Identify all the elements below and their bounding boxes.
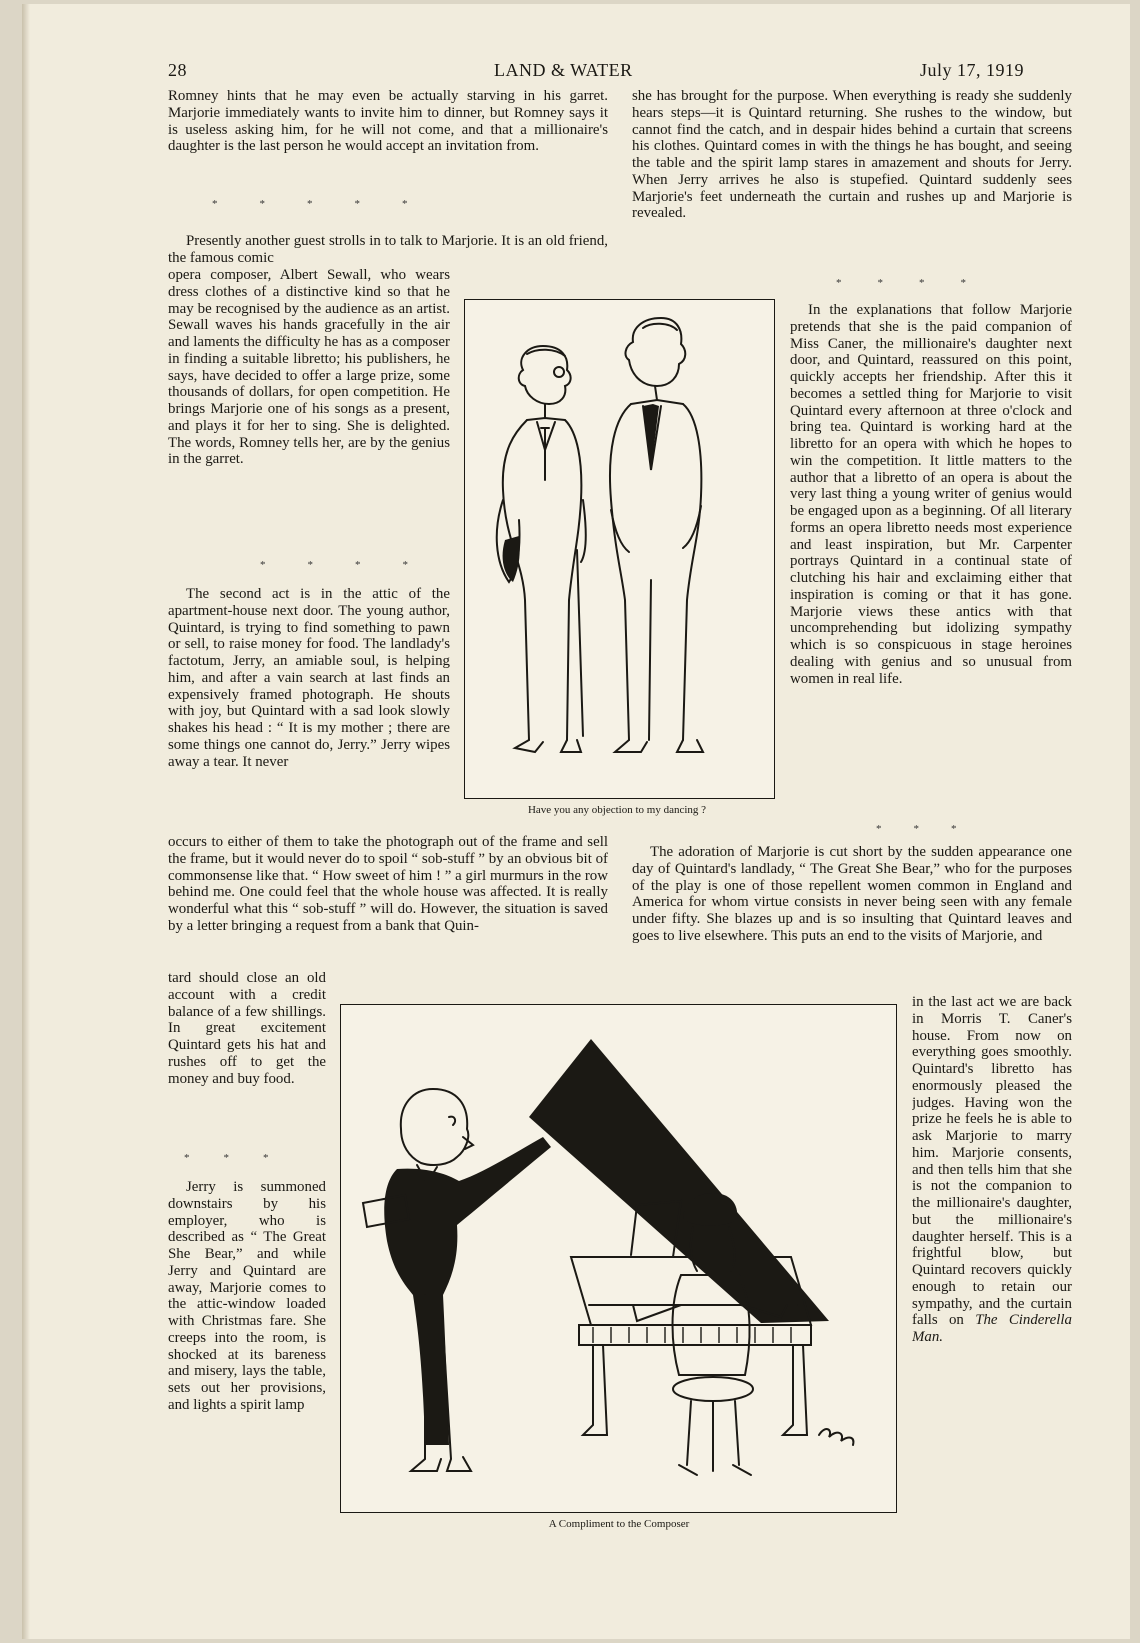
paragraph: tard should close an old account with a credit balance of a few shillings. In great excitement Quintard gets his hat and rushes off to get the money and buy food. bbox=[168, 970, 326, 1087]
paragraph: opera composer, Albert Sewall, who wears dress clothes of a distinctive kind so that he may be recognised by the audience as an artist. Sewall waves his hands gracefully in the air and laments the difficulty he has as a composer in finding a suitable libretto; his publishers, he says, have decided to offer a large prize, some thousands of dollars, for open competition. He brings Marjorie one of his songs as a present, and plays it for her to sing. She is delighted. The words, Romney tells her, are by the genius in the garret. bbox=[168, 267, 450, 468]
page-number: 28 bbox=[168, 60, 187, 80]
paragraph-text: in the last act we are back in Morris T. Caner's house. From now on everything goes smoothly. Quintard's libretto has enormously pleased the judges. Having won the prize he feels he is able to ask Marjorie to marry him. Marjorie consents, and then tells him that she is not the companion to the millionaire's daughter, but the millionaire's daughter herself. This is a frightful blow, but Quintard recovers quickly enough to retain our sympathy, and the curtain falls on bbox=[912, 994, 1072, 1329]
section-break: **** bbox=[836, 277, 1002, 289]
issue-date: July 17, 1919 bbox=[920, 60, 1025, 80]
column1-paragraph-1 bbox=[168, 88, 608, 188]
page-content bbox=[154, 4, 1086, 1639]
column1-paragraph-3b bbox=[168, 834, 608, 970]
paragraph: occurs to either of them to take the photograph out of the frame and sell the frame, but it would never do to spoil “ sob-stuff ” by an obvious bit of commonsense like that. “ How sweet of him ! ” a girl murmurs in the row behind me. One could feel that the whole house was affected. It is really wonderful what this “ sob-stuff ” will do. However, the situation is saved by a letter bringing a request from a bank that Quin- bbox=[168, 834, 608, 934]
piano-scene-drawing bbox=[341, 1005, 896, 1512]
column2-paragraph-4 bbox=[912, 994, 1072, 1516]
figure2-caption: A Compliment to the Composer bbox=[548, 1518, 690, 1530]
section-break: ***** bbox=[212, 198, 450, 210]
section-break: *** bbox=[184, 1152, 303, 1164]
column1-paragraph-2a bbox=[168, 233, 608, 267]
column2-paragraph-1 bbox=[632, 88, 1072, 274]
play-title: The Cinderella Man. bbox=[912, 1312, 1072, 1345]
paragraph: Jerry is summoned downstairs by his employer, who is described as “ The Great She Bear,” and while Jerry and Quintard are away, Marjorie comes to the attic-window loaded with Christmas fare. She creeps into the room, is shocked at its bareness and misery, lays the table, sets out her provisions, and lights a spirit lamp bbox=[168, 1179, 326, 1413]
paragraph: Romney hints that he may even be actually starving in his garret. Marjorie immediately wants to invite him to dinner, but Romney says it is useless asking him, for he will not come, and that a millionaire's daughter is the last person he would accept an invitation from. bbox=[168, 88, 608, 155]
paragraph: Presently another guest strolls in to talk to Marjorie. It is an old friend, the famous comic bbox=[168, 233, 608, 266]
column2-paragraph-2 bbox=[790, 302, 1072, 822]
paragraph bbox=[912, 994, 1072, 1346]
section-break: *** bbox=[876, 823, 989, 835]
column1-paragraph-3a bbox=[168, 586, 450, 834]
paragraph: she has brought for the purpose. When everything is ready she suddenly hears steps—it is Quintard returning. She rushes to the window, but cannot find the catch, and in despair hides behind a curtain that screens his clothes. Quintard comes in with the things he has bought, and seeing the table and the spirit lamp stares in amazement and shouts for Jerry. When Jerry arrives he also is stupefied. Quintard suddenly sees Marjorie's feet underneath the curtain and rushes up and Marjorie is revealed. bbox=[632, 88, 1072, 222]
magazine-title: LAND & WATER bbox=[494, 60, 633, 80]
column2-paragraph-3 bbox=[632, 844, 1072, 994]
section-break: **** bbox=[260, 559, 450, 571]
magazine-page bbox=[22, 4, 1130, 1639]
illustration-two-men bbox=[464, 299, 775, 799]
column1-paragraph-4 bbox=[168, 1179, 326, 1589]
illustration-piano bbox=[340, 1004, 897, 1513]
column1-paragraph-3c bbox=[168, 970, 326, 1104]
figure1-caption: Have you any objection to my dancing ? bbox=[527, 804, 707, 816]
paragraph: The adoration of Marjorie is cut short by the sudden appearance one day of Quintard's landlady, “ The Great She Bear,” who for the purposes of the play is one of those repellent women common in England and America for whom virtue consists in never being seen with any female under fifty. She blazes up and is so insulting that Quintard leaves and goes to live elsewhere. This puts an end to the visits of Marjorie, and bbox=[632, 844, 1072, 944]
column1-paragraph-2b bbox=[168, 267, 450, 551]
binding-shadow bbox=[22, 4, 30, 1639]
paragraph: In the explanations that follow Marjorie pretends that she is the paid companion of Miss Caner, the millionaire's daughter next door, and Quintard, reassured on this point, quickly accepts her friendship. After this it becomes a settled thing for Marjorie to visit Quintard every afternoon at three o'clock and bring tea. Quintard is working hard at the libretto for an opera with which he hopes to win the competition. It little matters to the author that a libretto of an opera is about the very last thing a young writer of genius would be engaged upon as a beginning. Of all literary forms an opera libretto needs most experience and least inspiration, but Mr. Carpenter portrays Quintard in a continual state of clutching his hair and exclaiming either that inspiration is coming or that it has gone. Marjorie views these antics with that uncomprehending but idolizing sympathy which is so conspicuous in stage heroines dealing with genius and so unusual from women in real life. bbox=[790, 302, 1072, 687]
two-men-drawing bbox=[465, 300, 774, 798]
paragraph: The second act is in the attic of the apartment-house next door. The young author, Quintard, is trying to find something to pawn or sell, to raise money for food. The landlady's factotum, Jerry, an amiable soul, is helping him, and after a vain search at last finds an expensively framed photograph. He shouts with joy, but Quintard with a sad look slowly shakes his head : “ It is my mother ; there are some things one cannot do, Jerry.” Jerry wipes away a tear. It never bbox=[168, 586, 450, 770]
